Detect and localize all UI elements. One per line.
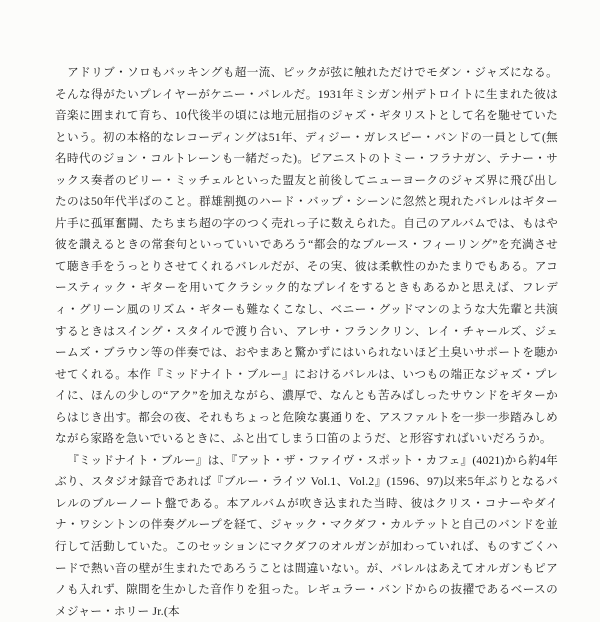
liner-notes-text-block: [55, 62, 558, 622]
liner-notes-paragraph-1: アドリブ・ソロもバッキングも超一流、ピックが弦に触れただけでモダン・ジャズになる。そんな得がたいプレイヤーがケニー・バレルだ。1931年ミシガン州デトロイトに生まれた彼は音楽に囲まれて育ち、10代後半の頃には地元屈指のジャズ・ギタリストとして名を馳せていたという。初の本格的なレコーディングは51年、ディジー・ガレスピー・バンドの一員として(無名時代のジョン・コルトレーンも一緒だった)。ピアニストのトミー・フラナガン、テナー・サックス奏者のビリー・ミッチェルといった盟友と前後してニューヨークのジャズ界に飛び出したのは50年代半ばのこと。群雄割拠のハード・バップ・シーンに忽然と現れたバレルはギター片手に孤軍奮闘、たちまち超の字のつく売れっ子に数えられた。自己のアルバムでは、もはや彼を讃えるときの常套句といっていいであろう“都会的なブルース・フィーリング”を充満させて聴き手をうっとりさせてくれるバレルだが、その実、彼は柔軟性のかたまりでもある。アコースティック・ギターを用いてクラシック的なプレイをするときもあるかと思えば、フレディ・グリーン風のリズム・ギターも難なくこなし、ベニー・グッドマンのような大先輩と共演するときはスイング・スタイルで渡り合い、アレサ・フランクリン、レイ・チャールズ、ジェームズ・ブラウン等の伴奏では、おやまあと驚かずにはいられないほど土臭いサポートを聴かせてくれる。本作『ミッドナイト・ブルー』におけるバレルは、いつもの端正なジャズ・プレイに、ほんの少しの“アク”を加えながら、濃厚で、なんとも苦みばしったサウンドをギターからはじき出す。都会の夜、それもちょっと危険な裏通りを、アスファルトを一歩一歩踏みしめながら家路を急いでいるときに、ふと出てしまう口笛のようだ、と形容すればいいだろうか。: [55, 66, 558, 446]
liner-notes-paragraph-2: 『ミッドナイト・ブルー』は、『アット・ザ・ファイヴ・スポット・カフェ』(4021)から約4年ぶり、スタジオ録音であれば『ブルー・ライツ Vol.1、Vol.2』(1596、97)以来5年ぶりとなるバレルのブルーノート盤である。本アルバムが吹き込まれた当時、彼はクリス・コナーやダイナ・ワシントンの伴奏グループを経て、ジャック・マクダフ・カルテットと自己のバンドを並行して活動していた。このセッションにマクダフのオルガンが加わっていれば、ものすごくハードで熱い音の壁が生まれたであろうことは間違いない。が、バレルはあえてオルガンもピアノも入れず、隙間を生かした音作りを狙った。レギュラー・バンドからの抜擢であるベースのメジャー・ホリー Jr.(本: [55, 453, 558, 618]
